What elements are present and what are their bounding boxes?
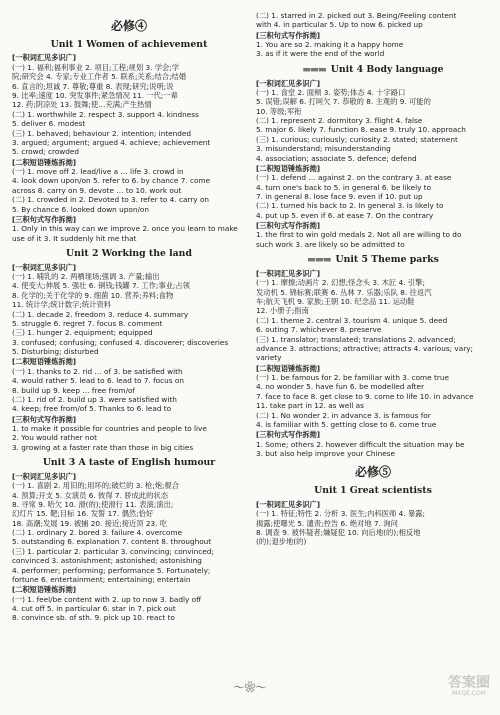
answer-line: (二) 1. represent 2. dormitory 3. flight 4. false	[256, 115, 423, 125]
answer-line: 4. performer; performing; performance 5. Fortunately;	[12, 565, 211, 575]
answer-line: 1. the first to win gold medals 2. Not all are willing to do	[256, 230, 462, 240]
answer-line: 4. put up 5. even if 6. at ease 7. On the contrary	[256, 210, 434, 220]
unit-heading-text: Unit 1 Women of achievement	[50, 38, 208, 50]
unit-heading	[12, 40, 246, 51]
unit-heading-text: Unit 3 A taste of English humour	[42, 457, 216, 469]
answer-line: (三) 1. behaved; behaviour 2. intention; intended	[12, 128, 192, 138]
answer-line: 3. misunderstand; misunderstanding	[256, 144, 391, 154]
answer-line: 7. face to face 8. get close to 9. come to life 10. in advance	[256, 391, 474, 401]
answer-line: 8. build up 9. keep … free from/of	[12, 385, 136, 395]
answer-line: 4. is familiar with 5. getting close to 6. come true	[256, 419, 437, 429]
answer-line: across 8. carry on 9. devote … to 10. work out	[12, 185, 182, 195]
answer-line: (一) 1. be famous for 2. be familiar with 3. come true	[256, 373, 449, 382]
answer-line: (一) 1. feel/be content with 2. up to now 3. badly off	[12, 594, 202, 604]
answer-line: advance 3. attractions; attractive; attracts 4. various; vary;	[256, 343, 473, 353]
answer-line: 9. 比率;速度 10. 突发事件;紧急情况 11. 一代;一辈	[12, 90, 178, 100]
left-book-title: 必修④	[110, 19, 147, 33]
footer-ornament: 〜❀〜	[233, 681, 267, 694]
answer-line: (一) 1. 摩擦;动画片 2. 幻想;怪念头 3. 木匠 4. 引擎;	[256, 278, 425, 288]
answer-line: (二) 1. ordinary 2. bored 3. failure 4. overcome	[12, 528, 183, 538]
unit-heading	[256, 255, 490, 266]
answer-line: (三) 1. curious; curiously; curiosity 2. stated; statement	[256, 134, 458, 144]
answer-line: 11. 统计学;统计数字;统计资料	[12, 300, 112, 310]
answer-line: (一) 1. 哺乳的 2. 两栖现场;强调 3. 产量;输出	[12, 271, 160, 281]
unit-heading	[256, 486, 490, 497]
section-heading: [三积句式写作拆拗]	[12, 414, 77, 424]
answer-line: (二) 1. crowded in 2. Devoted to 3. refer to 4. carry on	[12, 195, 210, 205]
answer-line: (一) 1. thanks to 2. rid … of 3. be satisfied with	[12, 366, 183, 376]
section-heading: [三积句式写作拆拗]	[12, 214, 77, 224]
answer-line: (一) 1. 食堂 2. 面颊 3. 姿势;体态 4. 十字路口	[256, 87, 406, 97]
answer-line: 5. 误错;误解 6. 打呵欠 7. 恭敬的 8. 主观的 9. 可能的	[256, 97, 431, 107]
section-heading: [二积短语锤炼拆拗]	[12, 357, 77, 367]
section-heading: [一积词汇见多识广]	[256, 78, 321, 88]
section-heading: [一积词汇见多识广]	[256, 268, 321, 278]
answer-line: (二) 1. decade 2. freedom 3. reduce 4. summary	[12, 309, 189, 319]
section-heading: [一积词汇见多识广]	[256, 499, 321, 509]
answer-line: 4. cut off 5. in particular 6. star in 7. pick out	[12, 604, 176, 614]
answer-line: (二) 1. rid of 2. build up 3. were satisfied with	[12, 394, 177, 404]
answer-line: 5. Disturbing; disturbed	[12, 347, 99, 357]
section-heading: [三积句式写作拆拗]	[256, 30, 321, 40]
unit-heading-text: Unit 5 Theme parks	[335, 254, 439, 266]
answer-line: 12. 药;阴凉处 13. 鼓舞;使…充满;产生热情	[12, 100, 152, 110]
answer-line: 1. You are so 2. making it a happy home	[256, 40, 404, 50]
answer-line: 6. 直言的;坦诚 7. 尊敬;尊重 8. 表现;研究;说明;说	[12, 81, 174, 91]
answer-line: 4. would rather 5. lead to 6. lead to 7. focus on	[12, 376, 184, 386]
answer-line: (三) 1. hunger 2. equipment; equipped	[12, 328, 153, 338]
left-column	[12, 12, 246, 712]
answer-line: 3. confused; confusing; confused 4. discoverer; discoveries	[12, 337, 229, 347]
section-heading: [三积句式写作拆拗]	[256, 430, 321, 440]
answer-line: 5. struggle 6. regret 7. focus 8. comment	[12, 318, 163, 328]
answer-line: (三) 1. translator; translated; translations 2. advanced;	[256, 334, 456, 344]
answer-line: 7. in general 8. lose face 9. even if 10. put up	[256, 192, 423, 201]
answer-line: 8. convince sb. of sth. 9. pick up 10. react to	[12, 613, 175, 623]
answer-line: 8. 寻常 9. 哈欠 10. 滑(的);使滑行 11. 表演;演出;	[12, 499, 174, 509]
answer-line: with 4. in particular 5. Up to now 6. picked up	[256, 20, 423, 30]
answer-line: (的);退步地(的)	[256, 537, 307, 547]
answer-line: 1. Some; others 2. however difficult the situation may be	[256, 439, 465, 449]
answer-line: variety	[256, 353, 282, 363]
answer-line: 5. deliver 6. modest	[12, 119, 86, 129]
answer-line: 发动机 5. 锦标赛;联赛 6. 丛林 7. 乐器;乐队 8. 往返汽	[256, 287, 432, 297]
section-heading: [一积词汇见多识广]	[12, 53, 77, 63]
answer-line: (二) 1. worthwhile 2. respect 3. support 4. kindness	[12, 109, 199, 119]
answer-line: 12. 小册子;指南	[256, 306, 309, 316]
answer-line: 3. but also help improve your Chinese	[256, 449, 395, 459]
answer-line: (二) 1. theme 2. central 3. tourism 4. unique 5. deed	[256, 315, 448, 325]
watermark-text: 答案圈	[448, 675, 490, 691]
answer-page	[12, 12, 490, 712]
section-heading: [三积句式写作拆拗]	[256, 221, 321, 231]
answer-line: (一) 1. 特征;特性 2. 分析 3. 医生;内科医师 4. 暴露;	[256, 509, 425, 519]
answer-line: 4. 使变大;伸展 5. 强壮 6. 铜钱;钱罐 7. 工作;事业;占领	[12, 281, 190, 291]
answer-line: 8. 调查 9. 被怀疑者;嫌疑犯 10. 向后地(的);相反地	[256, 527, 421, 537]
answer-line: 2. You would rather not	[12, 433, 97, 443]
answer-line: 5. crowd; crowded	[12, 147, 80, 157]
answer-line: (二) 1. starred in 2. picked out 3. Being/Feeling content	[256, 12, 457, 20]
answer-line: 11. take part in 12. as well as	[256, 401, 364, 411]
answer-line: (一) 1. 福利;福利事业 2. 项目;工程;规划 3. 学会;学	[12, 62, 180, 72]
section-heading: [一积词汇见多识广]	[12, 471, 77, 481]
section-heading: [二积短语锤炼拆拗]	[12, 157, 77, 167]
unit-heading-text: Unit 4 Body language	[330, 63, 444, 75]
answer-line: 4. association; associate 5. defence; defend	[256, 153, 417, 163]
answer-line: 3. as if it were the end of the world	[256, 49, 385, 59]
answer-line: convinced 3. astonishment; astonished; astonishing	[12, 556, 202, 566]
answer-line: 5. outstanding 6. explanation 7. content 8. throughout	[12, 537, 212, 547]
section-heading: [二积短语锤炼拆拗]	[256, 363, 321, 373]
heading-rule: ▬▬▬	[302, 63, 326, 75]
answer-line: such work 3. are likely so be admitted to	[256, 239, 405, 249]
answer-line: (一) 1. move off 2. lead/live a … life 3. crowd in	[12, 166, 184, 176]
answer-line: 4. look down upon/on 5. refer to 6. by chance 7. come	[12, 176, 211, 186]
answer-line: 3. growing at a faster rate than those in big cities	[12, 442, 194, 452]
watermark-url: MXQE.COM	[452, 690, 486, 698]
answer-line: 4. no wonder 5. have fun 6. be modelled after	[256, 382, 425, 392]
answer-line: (二) 1. No wonder 2. in advance 3. is famous for	[256, 410, 431, 420]
answer-line: (一) 1. defend … against 2. on the contrary 3. at ease	[256, 173, 452, 183]
section-heading: [二积短语锤炼拆拗]	[256, 163, 321, 173]
right-column	[256, 12, 490, 712]
answer-line: 6. outing 7. whichever 8. preserve	[256, 325, 382, 335]
answer-line: 18. 高潮;发展 19. 被捕 20. 接近;接近顶 23. 吃	[12, 518, 168, 528]
heading-rule: ▬▬▬	[307, 254, 331, 266]
answer-line: 院;研究会 4. 专家;专业工作者 5. 联系;关系;结合;结婚	[12, 72, 187, 82]
answer-line: use of it 3. It suddenly hit me that	[12, 233, 137, 243]
unit-heading	[12, 249, 246, 260]
answer-line: 5. major 6. likely 7. function 8. ease 9. truly 10. approach	[256, 125, 466, 135]
section-heading: [二积短语锤炼拆拗]	[12, 585, 77, 595]
answer-line: fortune 6. entertainment; entertaining; entertain	[12, 575, 191, 585]
answer-line: 1. to make it possible for countries and people to live	[12, 423, 207, 433]
unit-heading-text: Unit 2 Working the land	[66, 247, 192, 259]
answer-line: (二) 1. turned his back to 2. In general 3. is likely to	[256, 201, 444, 211]
answer-line: 5. By chance 6. looked down upon/on	[12, 204, 150, 214]
answer-line: (三) 1. particular 2. particular 3. convincing; convinced;	[12, 546, 214, 556]
answer-line: 8. 化学的;关于化学的 9. 细菌 10. 营养;养料;食物	[12, 290, 174, 300]
unit-heading	[12, 458, 246, 469]
answer-line: 幻灯片 15. 靶;目标 16. 发誓 17. 偶然;恰好	[12, 509, 154, 519]
answer-line: 1. Only in this way can we improve 2. once you learn to make	[12, 224, 238, 234]
answer-line: 3. argued; argument; argued 4. achieve; achievement	[12, 137, 211, 147]
answer-line: 揭露;使曝光 5. 谴责;控告 6. 绝对地 7. 询问	[256, 518, 398, 528]
unit-heading-text: Unit 1 Great scientists	[314, 485, 432, 497]
book-title: 必修⑤	[354, 465, 391, 480]
watermark-logo	[440, 675, 498, 698]
section-heading: [一积词汇见多识广]	[12, 262, 77, 272]
answer-line: (一) 1. 喜剧 2. 用旧的;用坏的;破烂的 3. 枪;炮;棍合	[12, 481, 180, 491]
unit-heading	[256, 65, 490, 76]
answer-line: 4. 预算;开支 5. 女演员 6. 彼得 7. 骄成此的状态	[12, 490, 168, 500]
answer-line: 4. keep; free from/of 5. Thanks to 6. lead to	[12, 404, 172, 414]
answer-line: 4. turn one's back to 5. in general 6. be likely to	[256, 182, 432, 192]
answer-line: 车;航天飞机 9. 家族;王朝 10. 纪念品 11. 运动鞋	[256, 296, 415, 306]
answer-line: 10. 等级;军衔	[256, 106, 302, 116]
